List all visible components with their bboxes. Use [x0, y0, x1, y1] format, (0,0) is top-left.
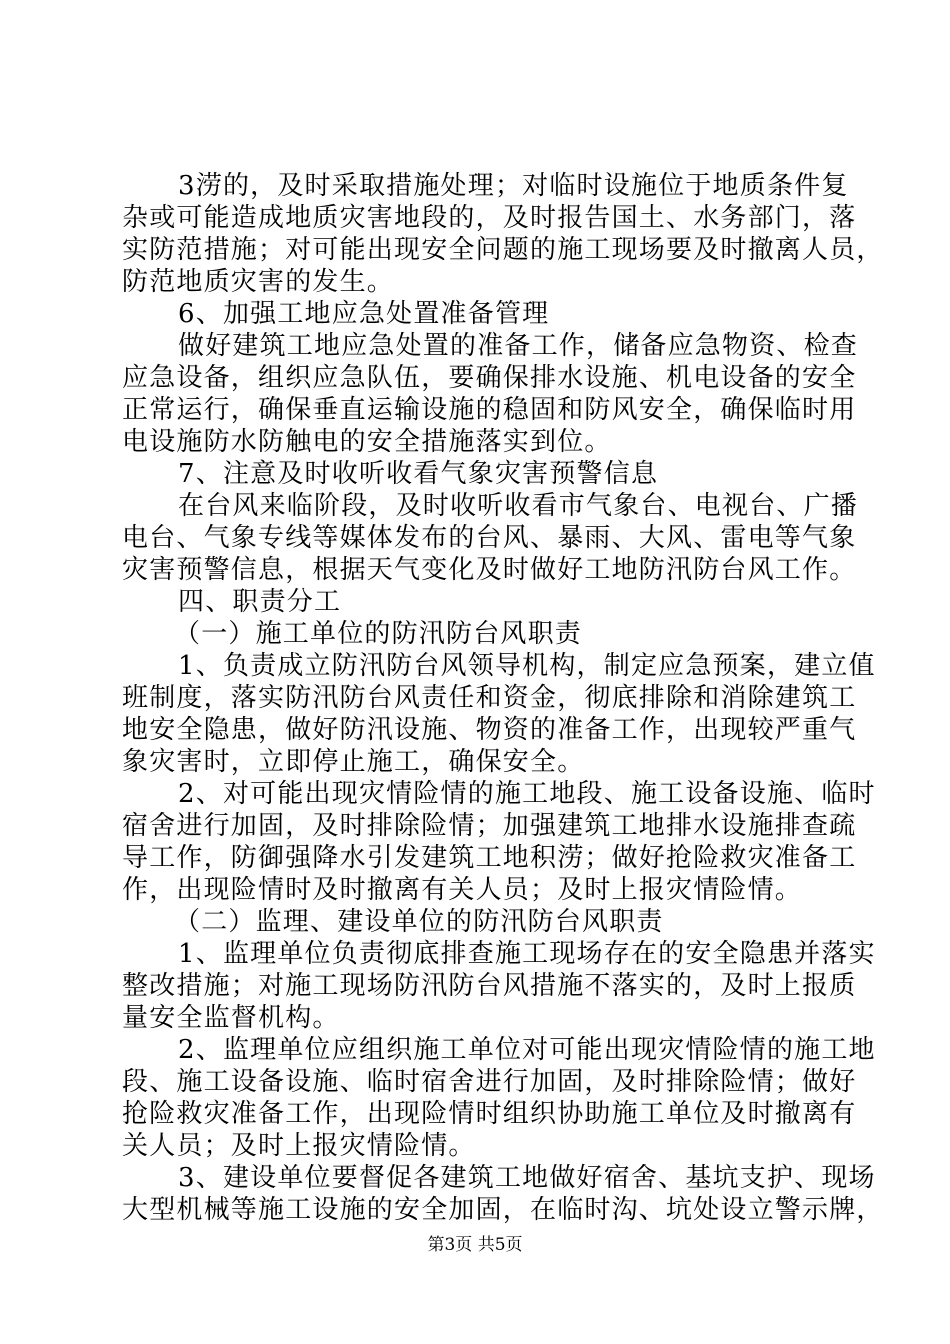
paragraph-line: 电台、气象专线等媒体发布的台风、暴雨、大风、雷电等气象 — [122, 523, 857, 553]
page-number-footer: 第3页 共5页 — [427, 1235, 523, 1255]
paragraph-line: 防范地质灾害的发生。 — [122, 267, 395, 297]
paragraph-line: 整改措施；对施工现场防汛防台风措施不落实的，及时上报质 — [122, 971, 857, 1001]
paragraph-line: 关人员；及时上报灾情险情。 — [122, 1131, 476, 1161]
paragraph-line: 抢险救灾准备工作，出现险情时组织协助施工单位及时撤离有 — [122, 1099, 857, 1129]
paragraph-line: 1、监理单位负责彻底排查施工现场存在的安全隐患并落实 — [178, 939, 876, 969]
paragraph-line: 做好建筑工地应急处置的准备工作，储备应急物资、检查 — [178, 331, 859, 361]
paragraph-line: 正常运行，确保垂直运输设施的稳固和防风安全，确保临时用 — [122, 395, 857, 425]
paragraph-line: 大型机械等施工设施的安全加固，在临时沟、坑处设立警示牌， — [122, 1195, 884, 1225]
paragraph-line: 量安全监督机构。 — [122, 1003, 340, 1033]
section-heading: 四、职责分工 — [178, 587, 342, 617]
section-heading: 6、加强工地应急处置准备管理 — [178, 299, 550, 329]
paragraph-line: 杂或可能造成地质灾害地段的，及时报告国土、水务部门，落 — [122, 203, 857, 233]
paragraph-line: 2、对可能出现灾情险情的施工地段、施工设备设施、临时 — [178, 779, 876, 809]
section-heading: 7、注意及时收听收看气象灾害预警信息 — [178, 459, 659, 489]
paragraph-line: 作，出现险情时及时撤离有关人员；及时上报灾情险情。 — [122, 875, 803, 905]
paragraph-line: 地安全隐患，做好防汛设施、物资的准备工作，出现较严重气 — [122, 715, 857, 745]
paragraph-line: 班制度，落实防汛防台风责任和资金，彻底排除和消除建筑工 — [122, 683, 857, 713]
paragraph-line: 宿舍进行加固，及时排除险情；加强建筑工地排水设施排查疏 — [122, 811, 857, 841]
paragraph-line: 导工作，防御强降水引发建筑工地积涝；做好抢险救灾准备工 — [122, 843, 857, 873]
paragraph-line: 在台风来临阶段，及时收听收看市气象台、电视台、广播 — [178, 491, 859, 521]
paragraph-line: 1、负责成立防汛防台风领导机构，制定应急预案，建立值 — [178, 651, 876, 681]
paragraph-line: 灾害预警信息，根据天气变化及时做好工地防汛防台风工作。 — [122, 555, 857, 585]
paragraph-line: 2、监理单位应组织施工单位对可能出现灾情险情的施工地 — [178, 1035, 876, 1065]
paragraph-line: 段、施工设备设施、临时宿舍进行加固，及时排除险情；做好 — [122, 1067, 857, 1097]
paragraph-line: 应急设备，组织应急队伍，要确保排水设施、机电设备的安全 — [122, 363, 857, 393]
document-body — [122, 170, 884, 1226]
subsection-heading: （一）施工单位的防汛防台风职责 — [174, 619, 583, 649]
paragraph-line: 3、建设单位要督促各建筑工地做好宿舍、基坑支护、现场 — [178, 1163, 876, 1193]
paragraph-line: 象灾害时，立即停止施工，确保安全。 — [122, 747, 585, 777]
paragraph-line: 3涝的，及时采取措施处理；对临时设施位于地质条件复 — [178, 171, 849, 201]
paragraph-line: 实防范措施；对可能出现安全问题的施工现场要及时撤离人员， — [122, 235, 884, 265]
paragraph-line: 电设施防水防触电的安全措施落实到位。 — [122, 427, 612, 457]
subsection-heading: （二）监理、建设单位的防汛防台风职责 — [174, 907, 664, 937]
